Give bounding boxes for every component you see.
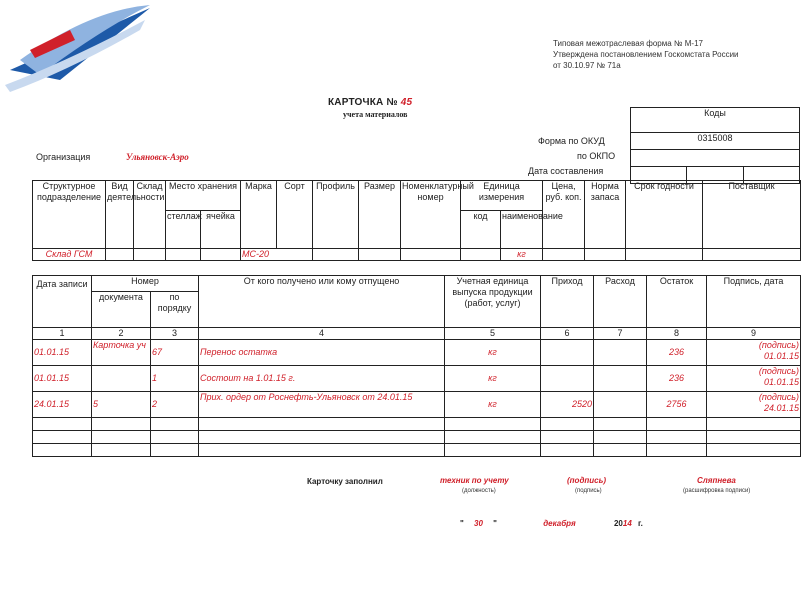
- col-supplier-header: Поставщик: [703, 181, 801, 249]
- struct-value: Склад ГСМ: [33, 249, 106, 261]
- col-number-1: 1: [33, 328, 92, 340]
- signature-caption: (подпись): [575, 488, 602, 494]
- col-expense-header: Расход: [594, 276, 647, 328]
- table-row: [33, 418, 801, 431]
- row-sig-date: 24.01.15: [763, 403, 800, 413]
- name-caption: (расшифровка подписи): [683, 488, 751, 494]
- col-unit-name-header: наименование: [501, 211, 543, 249]
- col-rack-header: стеллаж: [166, 211, 201, 249]
- row-order: 67: [151, 340, 199, 366]
- col-shelf-header: Срок годности: [626, 181, 703, 249]
- date-label: Дата составления: [528, 166, 604, 176]
- row-doc: Карточка уч: [92, 340, 151, 366]
- col-from-to-header: От кого получено или кому отпущено: [199, 276, 445, 328]
- row-order: 1: [151, 366, 199, 392]
- col-size-header: Размер: [359, 181, 401, 249]
- card-subtitle: учета материалов: [343, 110, 408, 119]
- col-storage-header: Место хранения: [166, 181, 241, 211]
- logo-icon: [0, 0, 160, 95]
- row-sig-date: 01.01.15: [763, 351, 800, 361]
- date-year-unit: г.: [638, 519, 643, 528]
- unit-name-value: кг: [501, 249, 543, 261]
- col-grade-header: Сорт: [277, 181, 313, 249]
- col-number-6: 6: [541, 328, 594, 340]
- table-row: [33, 431, 801, 444]
- col-norm-header: Норма запаса: [585, 181, 626, 249]
- row-sig: (подпись): [758, 340, 800, 350]
- col-unit-header: Единица измерения: [461, 181, 543, 211]
- col-doc-header: документа: [92, 292, 151, 328]
- col-item-number-header: Номенклатурный номер: [401, 181, 461, 249]
- row-date: 01.01.15: [33, 340, 92, 366]
- col-number-8: 8: [647, 328, 707, 340]
- col-unit-record-header: Учетная единица выпуска продукции (работ, услуг): [445, 276, 541, 328]
- filler-name: Сляпнева: [697, 476, 736, 485]
- col-number-7: 7: [594, 328, 647, 340]
- row-expense: [594, 366, 647, 392]
- row-date: 24.01.15: [33, 392, 92, 418]
- col-income-header: Приход: [541, 276, 594, 328]
- brand-value: МС-20: [241, 249, 313, 261]
- col-number-5: 5: [445, 328, 541, 340]
- row-unit: кг: [445, 366, 541, 392]
- row-doc: 5: [92, 392, 151, 418]
- row-doc: [92, 366, 151, 392]
- col-signature-header: Подпись, дата: [707, 276, 801, 328]
- filler-position: техник по учету: [440, 476, 509, 485]
- table-row: [33, 366, 801, 392]
- table-row: [33, 444, 801, 457]
- col-cell-header: ячейка: [201, 211, 241, 249]
- row-unit: кг: [445, 392, 541, 418]
- row-sig-date: 01.01.15: [763, 377, 800, 387]
- row-desc: Перенос остатка: [199, 340, 445, 366]
- col-brand-header: Марка: [241, 181, 277, 249]
- card-title: [328, 97, 412, 108]
- okpo-label: по ОКПО: [577, 151, 616, 161]
- row-expense: [594, 340, 647, 366]
- col-number-9: 9: [707, 328, 801, 340]
- row-income: 2520: [541, 392, 594, 418]
- filled-by-label: Карточку заполнил: [307, 477, 383, 486]
- table-row: [33, 392, 801, 418]
- material-info-table: [32, 180, 801, 261]
- form-info-line: от 30.10.97 № 71а: [553, 61, 621, 70]
- col-number-4: 4: [199, 328, 445, 340]
- date-year-suffix: 14: [622, 519, 632, 528]
- row-unit: кг: [445, 340, 541, 366]
- row-income: [541, 366, 594, 392]
- row-desc: Состоит на 1.01.15 г.: [199, 366, 445, 392]
- fill-date: [460, 519, 643, 528]
- col-price-header: Цена, руб. коп.: [543, 181, 585, 249]
- movements-table: [32, 275, 801, 457]
- col-activity-header: Вид деятельности: [106, 181, 134, 249]
- row-order: 2: [151, 392, 199, 418]
- col-number-header: Номер: [92, 276, 199, 292]
- codes-header: Коды: [631, 108, 800, 133]
- row-balance: 2756: [647, 392, 707, 418]
- date-month: декабря: [543, 519, 576, 528]
- row-sig: (подпись): [758, 392, 800, 402]
- row-income: [541, 340, 594, 366]
- position-caption: (должность): [462, 488, 496, 494]
- row-balance: 236: [647, 340, 707, 366]
- row-balance: 236: [647, 366, 707, 392]
- okud-value: 0315008: [631, 133, 800, 150]
- col-number-2: 2: [92, 328, 151, 340]
- row-date: 01.01.15: [33, 366, 92, 392]
- okud-label: Форма по ОКУД: [538, 136, 605, 146]
- organization-value: Ульяновск-Аэро: [126, 152, 189, 162]
- date-year-prefix: 20: [613, 519, 623, 528]
- row-expense: [594, 392, 647, 418]
- row-sig: (подпись): [758, 366, 800, 376]
- table-row: [33, 340, 801, 366]
- col-warehouse-header: Склад: [134, 181, 166, 249]
- col-profile-header: Профиль: [313, 181, 359, 249]
- date-quote-close: ": [493, 519, 497, 528]
- date-quote-open: ": [460, 519, 464, 528]
- col-number-3: 3: [151, 328, 199, 340]
- col-balance-header: Остаток: [647, 276, 707, 328]
- filler-signature: (подпись): [567, 476, 607, 485]
- col-unit-code-header: код: [461, 211, 501, 249]
- col-struct-header: Структурное подразделение: [33, 181, 106, 249]
- col-date-header: Дата записи: [33, 276, 92, 328]
- form-info-line: Типовая межотраслевая форма № М-17: [553, 39, 703, 48]
- title-prefix: КАРТОЧКА №: [328, 97, 398, 108]
- card-number: 45: [400, 97, 413, 108]
- codes-table: [630, 107, 800, 184]
- row-desc: Прих. ордер от Роснефть-Ульяновск от 24.01.15: [199, 392, 445, 418]
- form-info: [553, 38, 739, 71]
- col-order-header: по порядку: [151, 292, 199, 328]
- okpo-value: [631, 150, 800, 167]
- date-day: 30: [474, 519, 483, 528]
- organization-label: Организация: [36, 152, 91, 162]
- form-info-line: Утверждена постановлением Госкомстата России: [553, 50, 739, 59]
